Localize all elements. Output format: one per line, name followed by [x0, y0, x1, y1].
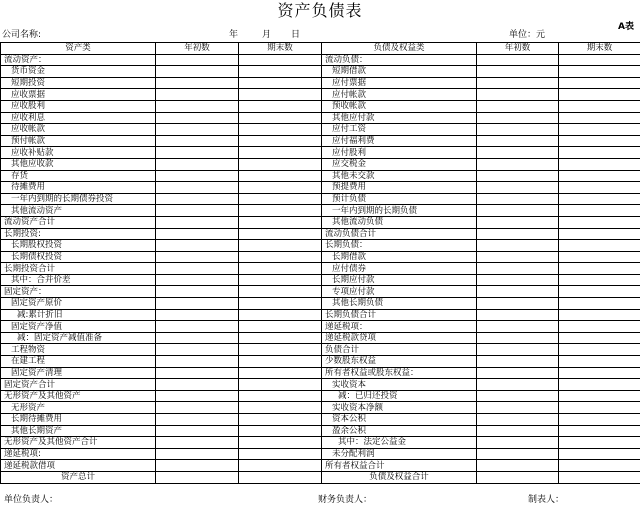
liability-closing-cell: [559, 205, 640, 217]
asset-item-label: 固定资产清理: [1, 367, 156, 379]
liability-item-label: 长期借款: [322, 251, 477, 263]
liability-item-label: 应付工资: [322, 124, 477, 136]
table-row: [1, 332, 640, 344]
table-row: [1, 471, 640, 483]
asset-item-label: 无形资产及其他资产合计: [1, 437, 156, 449]
liability-closing-cell: [559, 124, 640, 136]
asset-item-label: 应收补贴款: [1, 147, 156, 159]
asset-closing-cell: [239, 367, 322, 379]
liability-closing-cell: [559, 414, 640, 426]
asset-closing-cell: [239, 448, 322, 460]
liability-item-label: 应付帐款: [322, 89, 477, 101]
liability-opening-cell: [477, 286, 559, 298]
asset-item-label: 长期投资:: [1, 228, 156, 240]
asset-item-label: 减：固定资产减值准备: [1, 332, 156, 344]
asset-closing-cell: [239, 124, 322, 136]
asset-closing-cell: [239, 425, 322, 437]
asset-opening-cell: [156, 158, 239, 170]
liability-opening-cell: [477, 124, 559, 136]
liability-item-label: 预收帐款: [322, 100, 477, 112]
year-label: 年: [229, 30, 238, 41]
liability-closing-cell: [559, 298, 640, 310]
asset-opening-cell: [156, 263, 239, 275]
liability-opening-cell: [477, 100, 559, 112]
asset-closing-cell: [239, 193, 322, 205]
asset-closing-cell: [239, 263, 322, 275]
asset-opening-cell: [156, 77, 239, 89]
asset-item-label: 无形资产: [1, 402, 156, 414]
table-row: [1, 321, 640, 333]
asset-item-label: 长期债权投资: [1, 251, 156, 263]
liability-closing-cell: [559, 448, 640, 460]
asset-closing-cell: [239, 158, 322, 170]
unit-label: 单位：元: [509, 30, 545, 41]
asset-opening-cell: [156, 112, 239, 124]
company-label: 公司名称:: [2, 30, 41, 41]
asset-closing-cell: [239, 182, 322, 194]
liability-opening-cell: [477, 77, 559, 89]
table-row: [1, 135, 640, 147]
liability-item-label: 递延税项：: [322, 321, 477, 333]
liability-closing-cell: [559, 66, 640, 78]
liability-closing-cell: [559, 170, 640, 182]
asset-closing-cell: [239, 414, 322, 426]
liability-closing-cell: [559, 274, 640, 286]
table-row: [1, 158, 640, 170]
liability-opening-cell: [477, 332, 559, 344]
table-row: [1, 309, 640, 321]
asset-closing-cell: [239, 460, 322, 472]
asset-opening-cell: [156, 390, 239, 402]
asset-opening-cell: [156, 402, 239, 414]
balance-sheet-table: [0, 42, 640, 484]
page-title: 资产负债表: [0, 0, 640, 22]
liability-opening-cell: [477, 182, 559, 194]
liability-opening-cell: [477, 390, 559, 402]
liability-item-label: 其中：法定公益金: [322, 437, 477, 449]
col-header-opening-2: 年初数: [477, 43, 559, 55]
asset-closing-cell: [239, 437, 322, 449]
liability-closing-cell: [559, 309, 640, 321]
asset-item-label: 应收票据: [1, 89, 156, 101]
table-row: [1, 112, 640, 124]
liability-item-label: 长期负债合计: [322, 309, 477, 321]
liability-closing-cell: [559, 216, 640, 228]
asset-closing-cell: [239, 332, 322, 344]
asset-closing-cell: [239, 390, 322, 402]
liability-opening-cell: [477, 89, 559, 101]
liability-opening-cell: [477, 135, 559, 147]
liability-opening-cell: [477, 321, 559, 333]
asset-opening-cell: [156, 437, 239, 449]
table-row: [1, 251, 640, 263]
asset-item-label: 资产总计: [1, 471, 156, 483]
asset-opening-cell: [156, 170, 239, 182]
liability-opening-cell: [477, 147, 559, 159]
asset-closing-cell: [239, 240, 322, 252]
asset-item-label: 流动资产合计: [1, 216, 156, 228]
asset-item-label: 长期投资合计: [1, 263, 156, 275]
liability-opening-cell: [477, 425, 559, 437]
liability-opening-cell: [477, 54, 559, 66]
table-row: [1, 124, 640, 136]
asset-opening-cell: [156, 124, 239, 136]
liability-closing-cell: [559, 100, 640, 112]
asset-closing-cell: [239, 321, 322, 333]
liability-closing-cell: [559, 425, 640, 437]
asset-opening-cell: [156, 251, 239, 263]
asset-item-label: 固定资产净值: [1, 321, 156, 333]
asset-closing-cell: [239, 309, 322, 321]
table-row: [1, 356, 640, 368]
asset-item-label: 其他流动资产: [1, 205, 156, 217]
table-row: [1, 425, 640, 437]
table-row: [1, 379, 640, 391]
asset-closing-cell: [239, 66, 322, 78]
liability-closing-cell: [559, 402, 640, 414]
asset-item-label: 存货: [1, 170, 156, 182]
liability-closing-cell: [559, 182, 640, 194]
table-row: [1, 66, 640, 78]
asset-item-label: 待摊费用: [1, 182, 156, 194]
liability-closing-cell: [559, 147, 640, 159]
liability-item-label: 其他长期负债: [322, 298, 477, 310]
liability-closing-cell: [559, 379, 640, 391]
asset-opening-cell: [156, 147, 239, 159]
liability-item-label: 其他应付款: [322, 112, 477, 124]
liability-item-label: 短期借款: [322, 66, 477, 78]
month-label: 月: [262, 30, 271, 41]
col-header-opening: 年初数: [156, 43, 239, 55]
liability-item-label: 流动负债：: [322, 54, 477, 66]
asset-opening-cell: [156, 228, 239, 240]
liability-item-label: 应付票据: [322, 77, 477, 89]
liability-opening-cell: [477, 216, 559, 228]
liability-opening-cell: [477, 344, 559, 356]
asset-closing-cell: [239, 216, 322, 228]
liability-closing-cell: [559, 77, 640, 89]
asset-closing-cell: [239, 100, 322, 112]
table-row: [1, 240, 640, 252]
table-row: [1, 89, 640, 101]
asset-item-label: 流动资产：: [1, 54, 156, 66]
liability-closing-cell: [559, 135, 640, 147]
asset-item-label: 无形资产及其他资产: [1, 390, 156, 402]
table-body: [1, 54, 640, 483]
preparer-label: 制表人：: [528, 492, 564, 505]
table-row: [1, 263, 640, 275]
liability-closing-cell: [559, 54, 640, 66]
asset-item-label: 应收帐款: [1, 124, 156, 136]
col-header-assets: 资产类: [1, 43, 156, 55]
liability-closing-cell: [559, 89, 640, 101]
asset-opening-cell: [156, 216, 239, 228]
liability-item-label: 应付股利: [322, 147, 477, 159]
liability-item-label: 少数股东权益: [322, 356, 477, 368]
asset-item-label: 在建工程: [1, 356, 156, 368]
table-row: [1, 367, 640, 379]
finance-head-label: 财务负责人：: [318, 492, 372, 505]
asset-closing-cell: [239, 54, 322, 66]
liability-opening-cell: [477, 158, 559, 170]
liability-item-label: 长期应付款: [322, 274, 477, 286]
liability-closing-cell: [559, 240, 640, 252]
asset-closing-cell: [239, 205, 322, 217]
liability-closing-cell: [559, 193, 640, 205]
asset-opening-cell: [156, 100, 239, 112]
table-row: [1, 216, 640, 228]
liability-opening-cell: [477, 205, 559, 217]
liability-opening-cell: [477, 309, 559, 321]
asset-closing-cell: [239, 298, 322, 310]
asset-opening-cell: [156, 135, 239, 147]
liability-closing-cell: [559, 286, 640, 298]
asset-item-label: 长期待摊费用: [1, 414, 156, 426]
table-row: [1, 193, 640, 205]
asset-item-label: 其他长期资产: [1, 425, 156, 437]
liability-item-label: 应付福利费: [322, 135, 477, 147]
asset-item-label: 其中：合并价差: [1, 274, 156, 286]
asset-opening-cell: [156, 344, 239, 356]
asset-item-label: 长期股权投资: [1, 240, 156, 252]
asset-closing-cell: [239, 135, 322, 147]
asset-opening-cell: [156, 309, 239, 321]
liability-closing-cell: [559, 460, 640, 472]
asset-item-label: 应收利息: [1, 112, 156, 124]
liability-closing-cell: [559, 332, 640, 344]
asset-opening-cell: [156, 66, 239, 78]
table-header-row: [1, 43, 640, 55]
asset-item-label: 固定资产原价: [1, 298, 156, 310]
liability-opening-cell: [477, 170, 559, 182]
liability-item-label: 其他流动负债: [322, 216, 477, 228]
asset-opening-cell: [156, 286, 239, 298]
liability-closing-cell: [559, 367, 640, 379]
asset-closing-cell: [239, 471, 322, 483]
table-row: [1, 298, 640, 310]
liability-item-label: 所有者权益或股东权益：: [322, 367, 477, 379]
asset-opening-cell: [156, 205, 239, 217]
asset-opening-cell: [156, 332, 239, 344]
form-id: A表: [618, 19, 634, 32]
asset-opening-cell: [156, 448, 239, 460]
table-row: [1, 147, 640, 159]
liability-opening-cell: [477, 448, 559, 460]
liability-opening-cell: [477, 193, 559, 205]
asset-closing-cell: [239, 274, 322, 286]
liability-opening-cell: [477, 112, 559, 124]
table-row: [1, 448, 640, 460]
liability-item-label: 长期负债：: [322, 240, 477, 252]
col-header-closing: 期末数: [239, 43, 322, 55]
table-row: [1, 77, 640, 89]
liability-closing-cell: [559, 263, 640, 275]
asset-opening-cell: [156, 471, 239, 483]
table-row: [1, 228, 640, 240]
asset-item-label: 短期投资: [1, 77, 156, 89]
liability-closing-cell: [559, 228, 640, 240]
asset-closing-cell: [239, 251, 322, 263]
liability-item-label: 应交税金: [322, 158, 477, 170]
asset-opening-cell: [156, 89, 239, 101]
liability-opening-cell: [477, 367, 559, 379]
asset-item-label: 一年内到期的长期债券投资: [1, 193, 156, 205]
liability-item-label: 一年内到期的长期负债: [322, 205, 477, 217]
col-header-closing-2: 期末数: [559, 43, 640, 55]
liability-opening-cell: [477, 471, 559, 483]
liability-opening-cell: [477, 460, 559, 472]
asset-closing-cell: [239, 112, 322, 124]
asset-item-label: 递延税款借项: [1, 460, 156, 472]
asset-closing-cell: [239, 286, 322, 298]
liability-opening-cell: [477, 356, 559, 368]
asset-closing-cell: [239, 356, 322, 368]
asset-closing-cell: [239, 89, 322, 101]
asset-closing-cell: [239, 147, 322, 159]
asset-opening-cell: [156, 356, 239, 368]
asset-opening-cell: [156, 240, 239, 252]
liability-item-label: 所有者权益合计: [322, 460, 477, 472]
liability-closing-cell: [559, 112, 640, 124]
asset-opening-cell: [156, 460, 239, 472]
asset-opening-cell: [156, 367, 239, 379]
day-label: 日: [291, 30, 300, 41]
table-row: [1, 437, 640, 449]
asset-opening-cell: [156, 321, 239, 333]
asset-item-label: 货币资金: [1, 66, 156, 78]
asset-opening-cell: [156, 193, 239, 205]
liability-item-label: 负债及权益合计: [322, 471, 477, 483]
liability-opening-cell: [477, 240, 559, 252]
table-row: [1, 414, 640, 426]
table-row: [1, 460, 640, 472]
table-row: [1, 205, 640, 217]
unit-head-label: 单位负责人：: [4, 492, 58, 505]
liability-closing-cell: [559, 251, 640, 263]
liability-closing-cell: [559, 344, 640, 356]
liability-opening-cell: [477, 274, 559, 286]
asset-opening-cell: [156, 274, 239, 286]
liability-item-label: 减：已归还投资: [322, 390, 477, 402]
liability-item-label: 资本公积: [322, 414, 477, 426]
table-row: [1, 286, 640, 298]
liability-opening-cell: [477, 298, 559, 310]
table-row: [1, 402, 640, 414]
asset-opening-cell: [156, 182, 239, 194]
col-header-liabilities: 负债及权益类: [322, 43, 477, 55]
liability-item-label: 未分配利润: [322, 448, 477, 460]
liability-opening-cell: [477, 66, 559, 78]
table-row: [1, 390, 640, 402]
table-row: [1, 182, 640, 194]
table-row: [1, 54, 640, 66]
liability-item-label: 盈余公积: [322, 425, 477, 437]
asset-closing-cell: [239, 379, 322, 391]
liability-opening-cell: [477, 379, 559, 391]
liability-closing-cell: [559, 471, 640, 483]
liability-item-label: 预提费用: [322, 182, 477, 194]
liability-closing-cell: [559, 158, 640, 170]
asset-item-label: 应收股利: [1, 100, 156, 112]
liability-opening-cell: [477, 414, 559, 426]
liability-closing-cell: [559, 321, 640, 333]
asset-closing-cell: [239, 77, 322, 89]
asset-item-label: 其他应收款: [1, 158, 156, 170]
liability-item-label: 专项应付款: [322, 286, 477, 298]
asset-item-label: 减:累计折旧: [1, 309, 156, 321]
table-row: [1, 170, 640, 182]
asset-item-label: 工程物资: [1, 344, 156, 356]
asset-item-label: 预付帐款: [1, 135, 156, 147]
table-row: [1, 274, 640, 286]
asset-opening-cell: [156, 298, 239, 310]
asset-closing-cell: [239, 402, 322, 414]
asset-opening-cell: [156, 54, 239, 66]
liability-opening-cell: [477, 402, 559, 414]
asset-opening-cell: [156, 425, 239, 437]
liability-item-label: 递延税款贷项: [322, 332, 477, 344]
asset-closing-cell: [239, 344, 322, 356]
liability-opening-cell: [477, 251, 559, 263]
liability-item-label: 其他未交款: [322, 170, 477, 182]
asset-opening-cell: [156, 379, 239, 391]
liability-closing-cell: [559, 390, 640, 402]
asset-opening-cell: [156, 414, 239, 426]
asset-item-label: 递延税项:: [1, 448, 156, 460]
liability-closing-cell: [559, 356, 640, 368]
liability-item-label: 实收资本净额: [322, 402, 477, 414]
liability-opening-cell: [477, 228, 559, 240]
liability-item-label: 负债合计: [322, 344, 477, 356]
liability-item-label: 预计负债: [322, 193, 477, 205]
liability-item-label: 流动负债合计: [322, 228, 477, 240]
liability-opening-cell: [477, 263, 559, 275]
asset-closing-cell: [239, 170, 322, 182]
liability-closing-cell: [559, 437, 640, 449]
table-row: [1, 100, 640, 112]
asset-closing-cell: [239, 228, 322, 240]
liability-item-label: 实收资本: [322, 379, 477, 391]
table-row: [1, 344, 640, 356]
asset-item-label: 固定资产：: [1, 286, 156, 298]
asset-item-label: 固定资产合计: [1, 379, 156, 391]
liability-opening-cell: [477, 437, 559, 449]
liability-item-label: 应付债券: [322, 263, 477, 275]
